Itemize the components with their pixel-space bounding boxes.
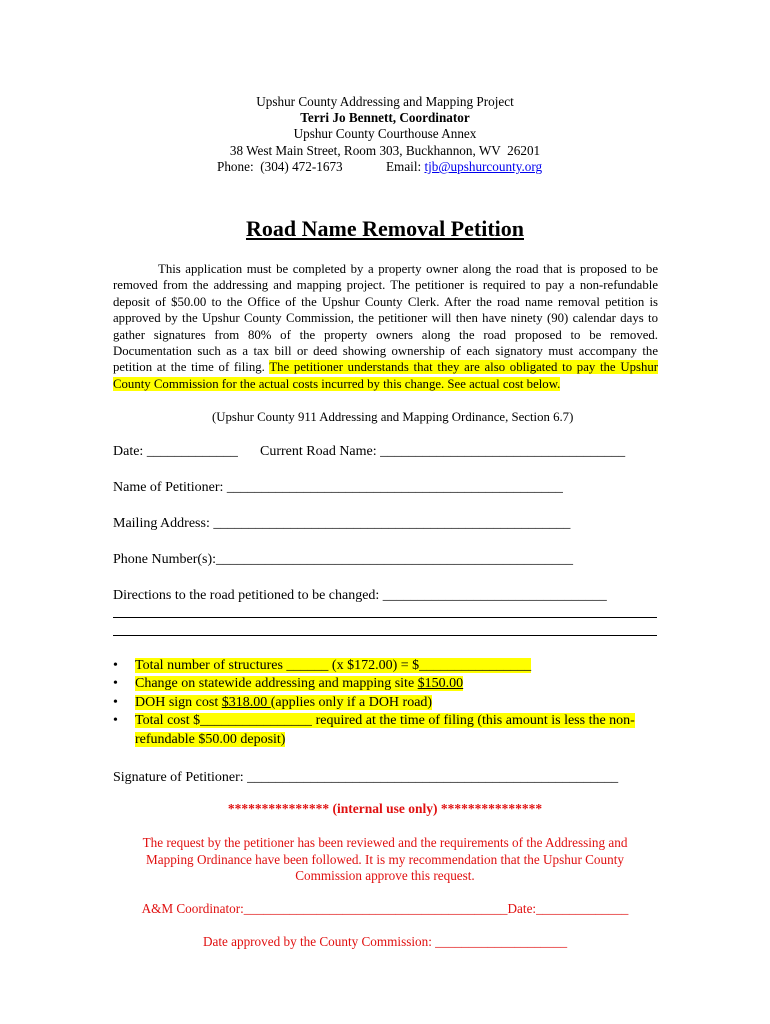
doh-amount: $318.00 — [221, 694, 271, 710]
signature-field[interactable]: Signature of Petitioner: _____________________________________________________ — [113, 770, 619, 785]
total-text: Total cost $ — [135, 713, 201, 729]
intro-paragraph — [113, 261, 658, 392]
header-email-label: Email: — [386, 159, 422, 174]
email-link[interactable]: tjb@upshurcounty.org — [424, 159, 543, 174]
bullet-icon: • — [113, 694, 118, 710]
structures-text: Total number of structures ______ (x $172.00) = $________________ — [135, 658, 532, 673]
statewide-text: Change on statewide addressing and mapping site — [135, 676, 418, 692]
directions-line-3[interactable] — [113, 635, 657, 636]
intro-text: This application must be completed by a property owner along the road that is proposed to be removed from the addressing and mapping project. The petitioner is required to pay a non-refundable deposit of $50.00 to the Office of the Upshur County Clerk. After the road name removal petition is approved by the Upshur County Commission, the petitioner will then have ninety (90) calendar days to gather signatures from 80% of the property owners along the road proposed to be removed. Documentation such as a tax bill or deed showing ownership of each signatory must accompany the petition at the time of filing. — [113, 262, 658, 375]
date-field[interactable]: Date: _____________ — [113, 444, 238, 459]
coordinator-date-field[interactable]: A&M Coordinator:________________________________________Date:______________ — [141, 901, 629, 916]
internal-use-header: *************** (internal use only) *************** — [227, 801, 543, 816]
header-project: Upshur County Addressing and Mapping Project — [256, 94, 514, 109]
phone-number-field[interactable]: Phone Number(s):___________________________________________________ — [113, 552, 574, 567]
cost-item-structures — [113, 657, 663, 675]
cost-item-doh-sign — [113, 694, 663, 712]
intro-highlighted-text: The petitioner understands that they are also obligated to pay the Upshur County Commission for the actual costs incurred by this change. See actual cost below. — [113, 360, 659, 391]
page-title: Road Name Removal Petition — [245, 216, 524, 241]
cost-list — [113, 657, 663, 749]
header-annex: Upshur County Courthouse Annex — [293, 126, 477, 141]
directions-line-2[interactable] — [113, 617, 657, 618]
petitioner-name-field[interactable]: Name of Petitioner: ________________________________________________ — [113, 480, 563, 495]
header-email-row — [386, 159, 542, 175]
ordinance-citation: (Upshur County 911 Addressing and Mapping Ordinance, Section 6.7) — [212, 410, 574, 424]
bullet-icon: • — [113, 658, 118, 673]
review-line-2: Mapping Ordinance have been followed. It is my recommendation that the Upshur County — [146, 852, 624, 867]
current-road-name-field[interactable]: Current Road Name: ___________________________________ — [260, 444, 626, 459]
mailing-address-field[interactable]: Mailing Address: ___________________________________________________ — [113, 516, 571, 531]
commission-approval-field[interactable]: Date approved by the County Commission: ____________________ — [202, 934, 568, 949]
doh-text: DOH sign cost — [135, 694, 222, 710]
review-line-3: Commission approve this request. — [295, 868, 475, 883]
total-blank[interactable]: ________________ — [200, 713, 313, 729]
header-address: 38 West Main Street, Room 303, Buckhannon, WV 26201 — [229, 143, 541, 158]
statewide-amount: $150.00 — [417, 676, 464, 692]
review-line-1: The request by the petitioner has been reviewed and the requirements of the Addressing and — [142, 835, 628, 850]
total-note: required at the time of filing (this amount is less the non-refundable $50.00 deposit) — [135, 713, 635, 747]
doh-note: (applies only if a DOH road) — [270, 694, 433, 710]
header-phone: Phone: (304) 472-1673 — [217, 159, 343, 174]
cost-item-total — [113, 712, 663, 749]
header-coordinator: Terri Jo Bennett, Coordinator — [300, 110, 470, 125]
cost-item-statewide — [113, 675, 663, 693]
directions-field[interactable]: Directions to the road petitioned to be changed: ________________________________ — [113, 588, 607, 603]
bullet-icon: • — [113, 713, 118, 729]
bullet-icon: • — [113, 676, 118, 692]
